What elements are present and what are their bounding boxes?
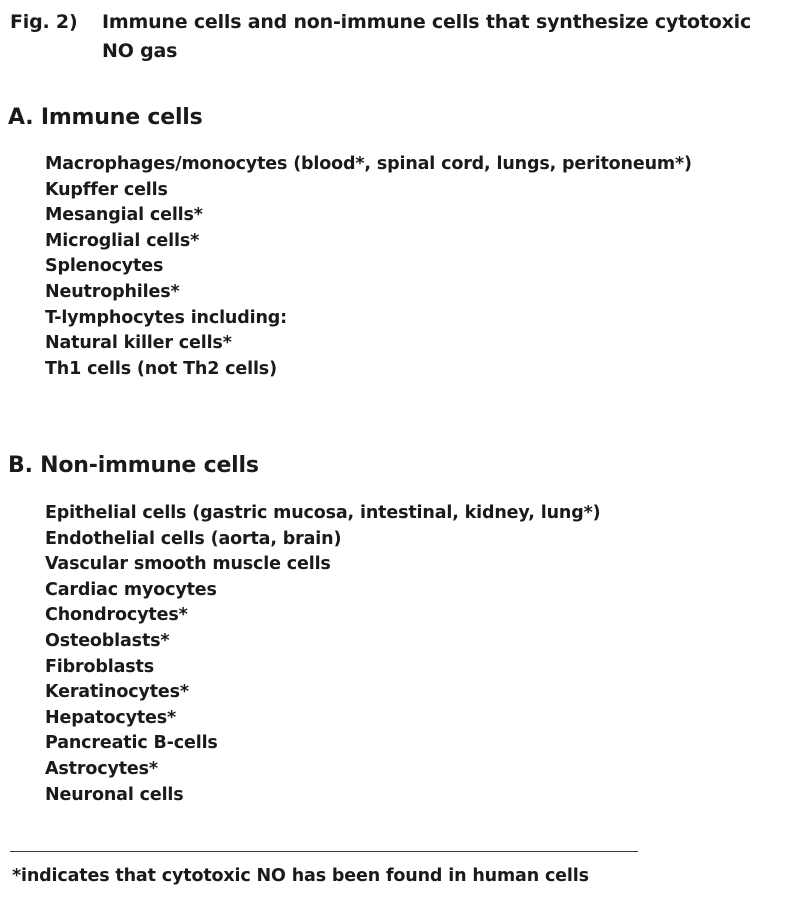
list-item: Osteoblasts*: [45, 630, 170, 651]
list-item: Mesangial cells*: [45, 205, 203, 226]
figure-title: Immune cells and non-immune cells that synthesize cytotoxic NO gas: [102, 11, 752, 62]
list-item: Endothelial cells (aorta, brain): [45, 528, 342, 549]
list-item: Keratinocytes*: [45, 682, 189, 703]
list-item: Pancreatic B-cells: [45, 733, 218, 754]
list-item: Microglial cells*: [45, 230, 200, 251]
list-item: Natural killer cells*: [45, 333, 232, 354]
list-item: Chondrocytes*: [45, 605, 188, 626]
list-item: Neutrophiles*: [45, 281, 180, 302]
figure-caption: [10, 8, 762, 66]
list-item: Epithelial cells (gastric mucosa, intestinal, kidney, lung*): [45, 503, 601, 523]
list-item: Macrophages/monocytes (blood*, spinal cord, lungs, peritoneum*): [45, 154, 692, 174]
footnote-divider: [10, 851, 638, 852]
list-item: T-lymphocytes including:: [45, 307, 287, 328]
section-b-heading: B. Non-immune cells: [8, 453, 259, 478]
non-immune-cells-list: [45, 501, 600, 808]
list-item: Astrocytes*: [45, 758, 158, 779]
list-item: Fibroblasts: [45, 656, 155, 677]
section-a-heading: A. Immune cells: [8, 105, 203, 130]
list-item: Vascular smooth muscle cells: [45, 554, 331, 575]
figure-number: Fig. 2): [10, 11, 78, 33]
list-item: Kupffer cells: [45, 179, 168, 200]
list-item: Hepatocytes*: [45, 707, 177, 728]
footnote: *indicates that cytotoxic NO has been found in human cells: [12, 866, 589, 886]
list-item: Th1 cells (not Th2 cells): [45, 358, 277, 379]
immune-cells-list: [45, 152, 692, 382]
list-item: Cardiac myocytes: [45, 579, 217, 600]
list-item: Neuronal cells: [45, 784, 184, 805]
list-item: Splenocytes: [45, 256, 164, 277]
